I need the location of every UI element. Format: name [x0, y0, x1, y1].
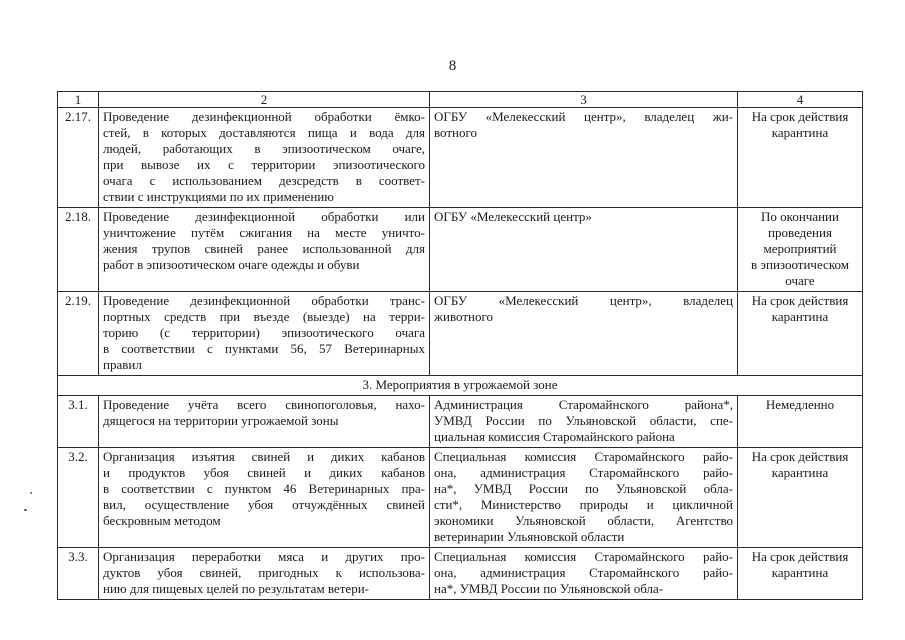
measure-description-line: дуктов убоя свиней, пригодных к использова- — [103, 565, 425, 580]
responsible-parties-line: сти*, Министерство природы и цикличной — [434, 497, 733, 512]
table-row — [58, 548, 863, 600]
measure-description-line: в соответствии с пунктами 56, 57 Ветеринарных — [103, 341, 425, 356]
column-header-3: 3 — [430, 92, 738, 108]
execution-term — [738, 208, 863, 292]
table-row — [58, 448, 863, 548]
measure-description-line: дящегося на территории угрожаемой зоны — [103, 413, 339, 428]
responsible-parties-line: циальная комиссия Старомайнского района — [434, 429, 675, 444]
responsible-parties-line: ОГБУ «Мелекесский центр» — [434, 209, 592, 224]
responsible-parties-line: экономики Ульяновской области, Агентство — [434, 513, 733, 528]
table-header-row — [58, 92, 863, 108]
responsible-parties-line: на*, УМВД России по Ульяновской обла- — [434, 581, 664, 596]
measure-description-line: людей, работающих в эпизоотическом очаге, — [103, 141, 425, 156]
measure-description — [99, 208, 430, 292]
measure-description-line: жения трупов свиней ранее использованной для — [103, 241, 425, 256]
item-number: 3.3. — [58, 548, 99, 600]
responsible-parties-line: она, администрация Старомайнского райо- — [434, 465, 733, 480]
table-row — [58, 108, 863, 208]
measure-description-line: очага с использованием дезсредств в соответ- — [103, 173, 425, 188]
execution-term-line: Немедленно — [765, 397, 835, 412]
column-header-1: 1 — [58, 92, 99, 108]
responsible-parties-line: вотного — [434, 125, 478, 140]
measure-description-line: при вывозе их с территории эпизоотического — [103, 157, 425, 172]
scan-speck — [30, 492, 32, 494]
measure-description-line: правил — [103, 357, 142, 372]
execution-term-line: очаге — [785, 273, 815, 288]
section-title: 3. Мероприятия в угрожаемой зоне — [58, 376, 863, 396]
item-number: 3.1. — [58, 396, 99, 448]
responsible-parties-line: УМВД России по Ульяновской области, спе- — [434, 413, 733, 428]
item-number: 3.2. — [58, 448, 99, 548]
measure-description — [99, 548, 430, 600]
measures-table — [57, 91, 863, 600]
responsible-parties-line: ОГБУ «Мелекесский центр», владелец жи- — [434, 109, 733, 124]
measure-description-line: стей, в которых доставляются пища и вода для — [103, 125, 425, 140]
execution-term-line: На срок действия — [751, 293, 849, 308]
measure-description-line: Проведение дезинфекционной обработки транс- — [103, 293, 425, 308]
execution-term-line: карантина — [771, 125, 829, 140]
table-row — [58, 396, 863, 448]
measure-description-line: нию для пищевых целей по результатам ветери- — [103, 581, 369, 596]
execution-term-line: карантина — [771, 309, 829, 324]
execution-term — [738, 292, 863, 376]
execution-term — [738, 108, 863, 208]
execution-term — [738, 548, 863, 600]
responsible-parties — [430, 108, 738, 208]
execution-term-line: в эпизоотическом — [751, 257, 849, 272]
item-number: 2.18. — [58, 208, 99, 292]
responsible-parties-line: она, администрация Старомайнского райо- — [434, 565, 733, 580]
execution-term — [738, 448, 863, 548]
responsible-parties-line: Специальная комиссия Старомайнского райо- — [434, 549, 733, 564]
scan-speck — [24, 509, 27, 511]
responsible-parties-line: Администрация Старомайнского района*, — [434, 397, 733, 412]
measure-description-line: и продуктов убоя свиней и диких кабанов — [103, 465, 425, 480]
responsible-parties-line: Специальная комиссия Старомайнского райо- — [434, 449, 733, 464]
measures-table-body — [58, 92, 863, 600]
measure-description-line: ствии с инструкциями по их применению — [103, 189, 334, 204]
responsible-parties — [430, 448, 738, 548]
measure-description-line: портных средств при въезде (выезде) на терри- — [103, 309, 425, 324]
column-header-2: 2 — [99, 92, 430, 108]
execution-term-line: По окончании — [761, 209, 839, 224]
execution-term-line: На срок действия — [751, 109, 849, 124]
measure-description-line: Проведение дезинфекционной обработки или — [103, 209, 425, 224]
execution-term — [738, 396, 863, 448]
responsible-parties-line: ветеринарии Ульяновской области — [434, 529, 625, 544]
responsible-parties-line: на*, УМВД России по Ульяновской обла- — [434, 481, 733, 496]
item-number: 2.17. — [58, 108, 99, 208]
page-number: 8 — [448, 58, 457, 74]
responsible-parties — [430, 548, 738, 600]
measure-description — [99, 108, 430, 208]
responsible-parties — [430, 396, 738, 448]
measure-description-line: Проведение учёта всего свинопоголовья, нахо- — [103, 397, 425, 412]
measure-description-line: бескровным методом — [103, 513, 221, 528]
table-row — [58, 292, 863, 376]
column-header-4: 4 — [738, 92, 863, 108]
measure-description-line: уничтожение путём сжигания на месте уничто- — [103, 225, 425, 240]
responsible-parties-line: животного — [434, 309, 493, 324]
measure-description — [99, 396, 430, 448]
section-header-row — [58, 376, 863, 396]
measure-description — [99, 448, 430, 548]
responsible-parties-line: ОГБУ «Мелекесский центр», владелец — [434, 293, 733, 308]
responsible-parties — [430, 208, 738, 292]
execution-term-line: На срок действия — [751, 549, 849, 564]
measure-description-line: Организация изъятия свиней и диких кабанов — [103, 449, 425, 464]
measure-description-line: вил, осуществление убоя отчуждённых свиней — [103, 497, 425, 512]
responsible-parties — [430, 292, 738, 376]
item-number: 2.19. — [58, 292, 99, 376]
execution-term-line: карантина — [771, 565, 829, 580]
measure-description-line: Проведение дезинфекционной обработки ёмко- — [103, 109, 425, 124]
execution-term-line: На срок действия — [751, 449, 849, 464]
execution-term-line: мероприятий — [763, 241, 837, 256]
table-row — [58, 208, 863, 292]
measure-description — [99, 292, 430, 376]
measure-description-line: работ в эпизоотическом очаге одежды и обуви — [103, 257, 360, 272]
measure-description-line: Организация переработки мяса и других про- — [103, 549, 425, 564]
execution-term-line: проведения — [768, 225, 832, 240]
execution-term-line: карантина — [771, 465, 829, 480]
measure-description-line: в соответствии с пунктом 46 Ветеринарных пра- — [103, 481, 425, 496]
measure-description-line: торию (с территории) эпизоотического очага — [103, 325, 425, 340]
